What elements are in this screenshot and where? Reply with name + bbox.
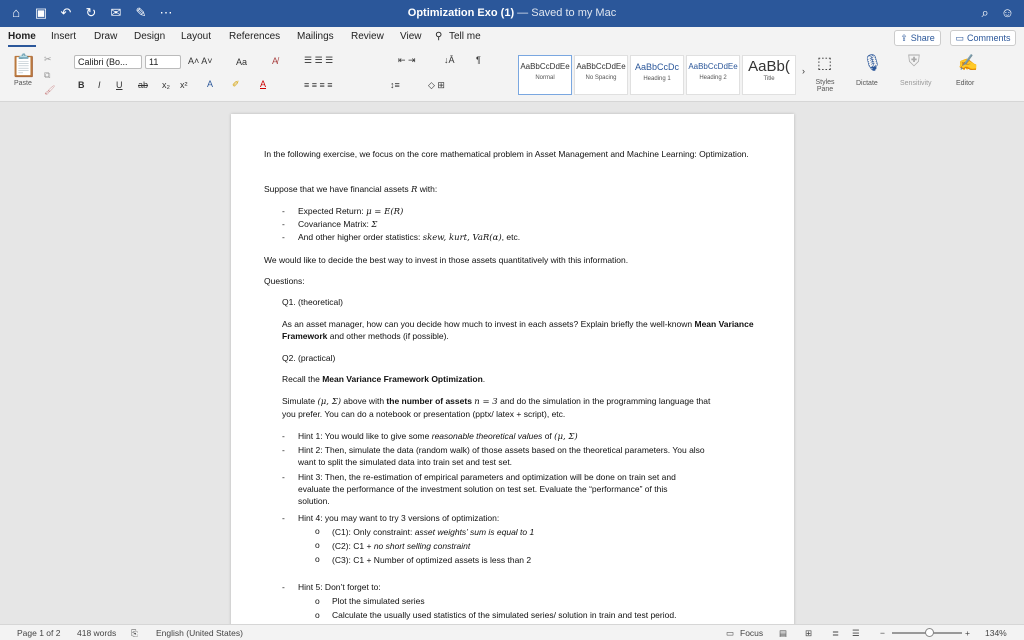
style-heading-1[interactable] — [630, 55, 684, 95]
style-preview: AaBbCcDdEe — [688, 62, 738, 71]
tell-me[interactable]: Tell me — [449, 31, 481, 42]
account-icon[interactable]: ☺ — [1000, 5, 1014, 20]
text: (C1): Only constraint: — [332, 527, 413, 537]
text: Covariance Matrix: — [298, 219, 369, 229]
strikethrough-icon[interactable]: ab — [138, 80, 149, 90]
tab-view[interactable]: View — [400, 31, 422, 42]
font-size-select[interactable]: 11 — [145, 55, 181, 69]
hint-3 — [298, 471, 768, 507]
tab-layout[interactable]: Layout — [181, 31, 212, 42]
bold-text: the number of assets — [386, 396, 472, 406]
status-bar — [0, 624, 1024, 640]
text: and other methods (if possible). — [329, 331, 449, 341]
style-preview: AaBbCcDdEe — [520, 62, 570, 71]
highlight-icon[interactable]: ✐ — [232, 79, 240, 89]
redo-icon[interactable]: ↻ — [85, 5, 97, 20]
editor-label[interactable]: Editor — [956, 80, 975, 87]
styles-scroll-icon[interactable]: › — [802, 66, 805, 76]
circle-bullet: o — [315, 540, 320, 550]
page-count[interactable]: Page 1 of 2 — [17, 628, 61, 638]
text: Suppose that we have financial assets — [264, 184, 409, 194]
constraint-c1 — [332, 526, 534, 538]
text: and do the simulation in the programming language that — [500, 396, 711, 406]
recall-paragraph: Recall the Mean Variance Framework Optimization. — [282, 374, 486, 384]
copy-icon[interactable]: ⧉ — [44, 70, 51, 80]
line-spacing-icon[interactable]: ↕≡ — [390, 80, 400, 90]
focus-label[interactable]: Focus — [740, 628, 764, 638]
undo-icon[interactable]: ↶ — [60, 5, 72, 20]
editor-icon[interactable]: ✍ — [958, 55, 978, 72]
home-icon[interactable]: ⌂ — [12, 5, 20, 20]
share-icon: ⇪ — [900, 32, 908, 43]
style-normal[interactable] — [518, 55, 572, 95]
q1-body — [282, 318, 762, 342]
text: Simulate — [282, 396, 316, 406]
style-label: Heading 1 — [643, 76, 671, 82]
hint-1 — [298, 430, 578, 443]
math: n = 3 — [474, 397, 498, 407]
document-title — [0, 7, 1024, 19]
document-page[interactable] — [231, 114, 794, 624]
dash-bullet: - — [282, 206, 285, 216]
dash-bullet: - — [282, 513, 285, 523]
comments-label: Comments — [967, 33, 1011, 43]
simulate-paragraph — [282, 395, 772, 420]
draft-layout-icon[interactable]: ≣ — [832, 628, 840, 638]
decide-paragraph: We would like to decide the best way to invest in those assets quantitatively with this information. — [264, 255, 629, 265]
italic-text: reasonable theoretical values — [431, 431, 543, 441]
text: And other higher order statistics: — [298, 232, 421, 242]
zoom-level[interactable]: 134% — [985, 628, 1007, 638]
bold-icon[interactable]: B — [78, 80, 85, 90]
tell-me-icon[interactable]: ⚲ — [435, 31, 443, 42]
dash-bullet: - — [282, 219, 285, 229]
dash-bullet: - — [282, 431, 285, 441]
font-color-icon[interactable]: A — [260, 79, 267, 89]
dash-bullet: - — [282, 232, 285, 242]
zoom-out-icon[interactable]: − — [880, 628, 885, 638]
hint-5-plot: Plot the simulated series — [332, 596, 425, 606]
title-bar — [0, 0, 1024, 27]
text: with: — [419, 184, 438, 194]
q1-heading: Q1. (theoretical) — [282, 297, 343, 307]
text: Expected Return: — [298, 206, 364, 216]
hint-5-statistics: Calculate the usually used statistics of the simulated series/ solution in train and test period. — [332, 610, 677, 620]
constraint-c3: (C3): C1 + Number of optimized assets is less than 2 — [332, 555, 532, 565]
circle-bullet: o — [315, 554, 320, 564]
dash-bullet: - — [282, 582, 285, 592]
zoom-in-icon[interactable]: + — [965, 628, 970, 638]
superscript-icon[interactable]: x² — [180, 80, 188, 90]
style-preview: AaBbCcDdEe — [576, 62, 626, 71]
sensitivity-label[interactable]: Sensitivity — [900, 80, 932, 87]
style-label: Heading 2 — [699, 75, 727, 81]
dictate-label[interactable]: Dictate — [856, 80, 878, 87]
italic-icon[interactable]: I — [98, 80, 101, 90]
proofing-icon[interactable]: ⎘ — [131, 628, 138, 638]
text: , etc. — [501, 232, 521, 242]
cut-icon[interactable]: ✂ — [44, 54, 52, 64]
doc-name: Optimization Exo (1) — [407, 7, 515, 19]
grow-font-icon[interactable]: A˄ A˅ — [188, 56, 213, 66]
bullet-expected-return — [298, 205, 403, 218]
text: want to split the simulated data into train set and test set. — [298, 457, 513, 467]
tab-design[interactable]: Design — [134, 31, 166, 42]
underline-icon[interactable]: U — [116, 80, 123, 90]
font-name-select[interactable]: Calibri (Bo... — [74, 55, 142, 69]
style-heading-2[interactable] — [686, 55, 740, 95]
tab-references[interactable]: References — [229, 31, 281, 42]
bullet-higher-order — [298, 231, 520, 244]
paste-label[interactable]: Paste — [14, 80, 32, 87]
text-effects-icon[interactable]: A — [207, 79, 214, 89]
italic-text: asset weights’ sum is equal to 1 — [414, 527, 535, 537]
style-no-spacing[interactable] — [574, 55, 628, 95]
bullet-covariance — [298, 218, 377, 231]
align-icon[interactable]: ≡ ≡ ≡ ≡ — [304, 80, 333, 90]
suppose-paragraph — [264, 183, 437, 196]
circle-bullet: o — [315, 610, 320, 620]
math: Σ — [371, 220, 378, 230]
change-case-button[interactable]: Aa — [236, 57, 248, 67]
tab-draw[interactable]: Draw — [94, 31, 118, 42]
text: evaluate the performance of the investment solution on test set. Evaluate the “performance” of this — [298, 484, 668, 494]
styles-pane-icon[interactable]: ⬚ — [817, 55, 833, 72]
text: solution. — [298, 496, 330, 506]
style-preview: AaBb( — [748, 58, 790, 75]
text: Hint 2: Then, simulate the data (random walk) of those assets based on the theoretical parameters. You also — [298, 445, 705, 455]
circle-bullet: o — [315, 526, 320, 536]
math: μ = E(R) — [366, 207, 404, 217]
style-title[interactable] — [742, 55, 796, 95]
dash-bullet: - — [282, 445, 285, 455]
bullets-icon[interactable]: ☰ ☰ ☰ — [304, 55, 334, 65]
shading-icon[interactable]: ◇ ⊞ — [428, 80, 445, 90]
text: Recall the — [282, 374, 320, 384]
format-painter-icon[interactable]: 🖌 — [44, 85, 56, 95]
math: (μ, Σ) — [554, 432, 578, 442]
text: Hint 3: Then, the re-estimation of empirical parameters and optimization will be done on train set and — [298, 472, 676, 482]
edit-icon[interactable]: ✎ — [135, 5, 147, 20]
saved-status: — Saved to my Mac — [517, 7, 617, 19]
comment-icon: ▭ — [955, 32, 964, 43]
clear-format-icon[interactable]: A̸ — [272, 56, 279, 66]
dash-bullet: - — [282, 472, 285, 482]
math: skew, kurt, VaR(α) — [422, 233, 502, 243]
outline-icon[interactable]: ☰ — [852, 628, 860, 638]
circle-bullet: o — [315, 596, 320, 606]
bold-text: Mean Variance Framework Optimization — [322, 374, 483, 384]
style-label: Title — [763, 76, 775, 82]
hint-2 — [298, 444, 768, 468]
tab-mailings[interactable]: Mailings — [297, 31, 334, 42]
math: (μ, Σ) — [317, 397, 342, 407]
constraint-c2 — [332, 540, 470, 552]
sort-icon[interactable]: ↓Ā — [444, 55, 455, 65]
text: above with — [343, 396, 385, 406]
web-layout-icon[interactable]: ⊞ — [805, 628, 813, 638]
hint-4: Hint 4: you may want to try 3 versions of optimization: — [298, 513, 500, 523]
text: of — [544, 431, 552, 441]
document-canvas — [0, 102, 1024, 624]
zoom-slider-handle[interactable] — [925, 628, 934, 637]
language[interactable]: English (United States) — [156, 628, 243, 638]
italic-text: no short selling constraint — [373, 541, 471, 551]
word-count[interactable]: 418 words — [77, 628, 117, 638]
share-label: Share — [910, 33, 935, 43]
styles-pane-label[interactable]: Styles Pane — [815, 79, 835, 93]
email-icon[interactable]: ✉ — [110, 5, 122, 20]
print-layout-icon[interactable]: ▤ — [779, 628, 788, 638]
comments-button[interactable] — [950, 30, 1016, 46]
more-icon[interactable]: ⋯ — [159, 5, 173, 20]
q2-heading: Q2. (practical) — [282, 353, 336, 363]
search-icon[interactable]: ⌕ — [981, 5, 989, 20]
text: Hint 1: You would like to give some — [298, 431, 430, 441]
text: you prefer. You can do a notebook or presentation (pptx/ latex + script), etc. — [282, 409, 566, 419]
focus-icon[interactable]: ▭ — [726, 628, 735, 638]
math: R — [410, 185, 418, 195]
style-label: No Spacing — [585, 75, 617, 81]
questions-heading: Questions: — [264, 276, 305, 286]
intro-paragraph: In the following exercise, we focus on the core mathematical problem in Asset Management and Machine Learning: Optimization. — [264, 149, 749, 159]
share-button[interactable] — [894, 30, 941, 46]
style-label: Normal — [535, 75, 555, 81]
text: As an asset manager, how can you decide how much to invest in each assets? Explain briefly the well-known — [282, 319, 693, 329]
paste-icon[interactable]: 📋 — [10, 53, 38, 78]
save-icon[interactable]: ▣ — [34, 5, 48, 20]
tab-insert[interactable]: Insert — [51, 31, 77, 42]
sensitivity-icon[interactable]: ⛨ — [908, 53, 921, 70]
paragraph-marks-icon[interactable]: ¶ — [476, 55, 481, 65]
text: (C2): C1 + — [332, 541, 372, 551]
ribbon-tabs — [0, 27, 1024, 49]
microphone-icon[interactable]: 🎙 — [862, 55, 883, 72]
tab-home[interactable]: Home — [8, 31, 36, 42]
tab-review[interactable]: Review — [351, 31, 384, 42]
indent-icon[interactable]: ⇤ ⇥ — [398, 55, 416, 65]
style-preview: AaBbCcDc — [634, 62, 679, 72]
hint-5: Hint 5: Don’t forget to: — [298, 582, 381, 592]
subscript-icon[interactable]: x₂ — [162, 80, 170, 90]
bold-text: Mean Variance Framework — [282, 319, 754, 341]
